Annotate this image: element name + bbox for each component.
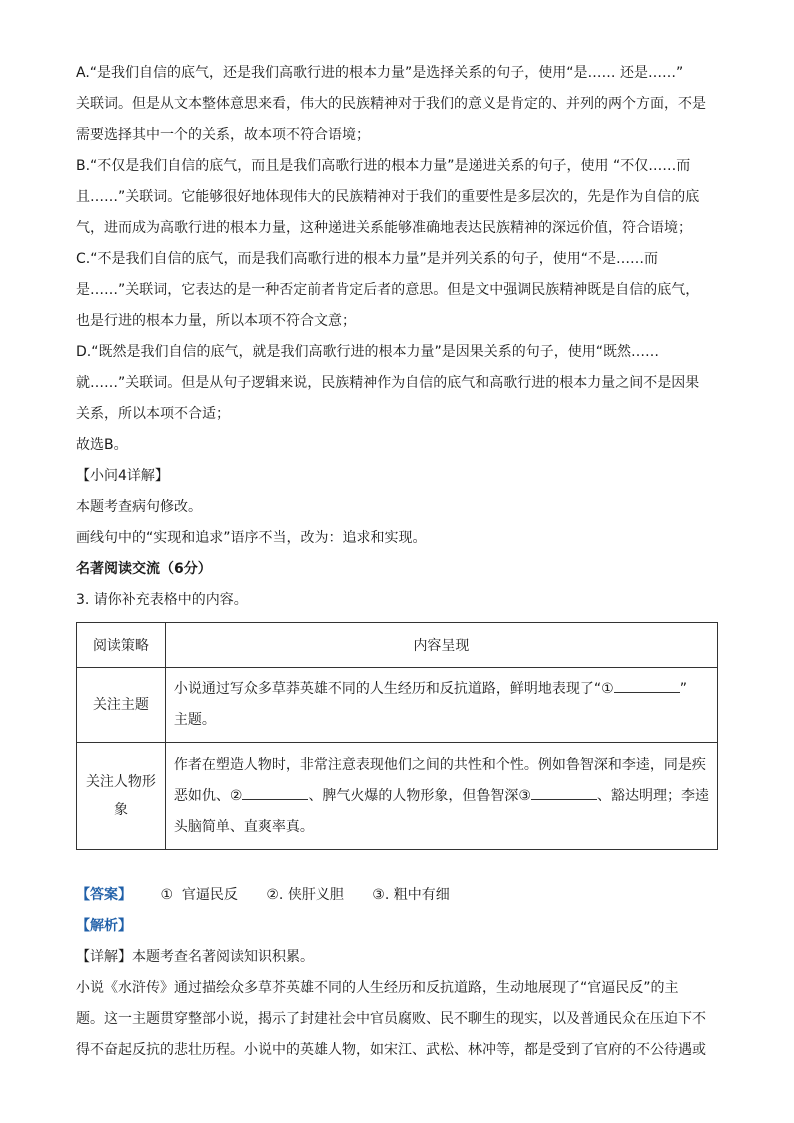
reading-table <box>76 622 718 850</box>
explanation <box>76 942 718 1066</box>
table-header-content: 内容呈现 <box>165 623 717 668</box>
answer-label: 【答案】 <box>76 887 132 903</box>
document-content <box>76 58 718 1066</box>
text-line: 关联词。但是从文本整体意思来看，伟大的民族精神对于我们的意义是肯定的、并列的两个方面，不是 <box>76 96 706 112</box>
answer-item: ① 官逼民反 <box>160 887 238 903</box>
text-line: 故选B。 <box>76 437 128 453</box>
table-row <box>77 668 718 743</box>
text-line: 且……”关联词。它能够很好地体现伟大的民族精神对于我们的重要性是多层次的，先是作为自信的底 <box>76 189 700 205</box>
detail-line: 小说通过写众多草莽英雄不同的人生经历和反抗道路，鲜明地表现了“① ” <box>174 674 709 705</box>
table-cell-detail <box>165 668 717 743</box>
question-prompt: 3. 请你补充表格中的内容。 <box>76 592 248 608</box>
table-row <box>77 743 718 850</box>
answer-item: ③. 粗中有细 <box>372 887 450 903</box>
text-line: 题。这一主题贯穿整部小说，揭示了封建社会中官员腐败、民不聊生的现实，以及普通民众在压迫下不 <box>76 1011 706 1027</box>
text-line: B.“不仅是我们自信的底气，而且是我们高歌行进的根本力量”是递进关系的句子，使用 “不仅……而 <box>76 158 691 174</box>
section-title: 名著阅读交流（6分） <box>76 561 212 577</box>
text-line: 关系，所以本项不合适； <box>76 406 230 422</box>
analysis-label: 【解析】 <box>76 918 132 934</box>
text-line: 也是行进的根本力量，所以本项不符合文意； <box>76 313 356 329</box>
answer-blank-3[interactable] <box>531 785 597 800</box>
text-line: 画线句中的“实现和追求”语序不当，改为：追求和实现。 <box>76 530 427 546</box>
strategy-label: 关注人物形 <box>85 774 156 790</box>
text-line: C.“不是我们自信的底气，而是我们高歌行进的根本力量”是并列关系的句子，使用“不是……而 <box>76 251 658 267</box>
text-line: 本题考查病句修改。 <box>76 499 202 515</box>
detail-line: 头脑简单、直爽率真。 <box>173 818 314 835</box>
table-cell-detail <box>165 743 717 850</box>
text-line: 【详解】本题考查名著阅读知识积累。 <box>76 949 314 965</box>
text-line: 小说《水浒传》通过描绘众多草芥英雄不同的人生经历和反抗道路，生动地展现了“官逼民反”的主 <box>76 980 679 996</box>
detail-line: 作者在塑造人物时，非常注意表现他们之间的共性和个性。例如鲁智深和李逵，同是疾 <box>173 756 706 773</box>
text-line: D.“既然是我们自信的底气，就是我们高歌行进的根本力量”是因果关系的句子，使用“既然…… <box>76 344 659 360</box>
answer-blank-2[interactable] <box>242 785 308 800</box>
table-header-strategy: 阅读策略 <box>77 623 166 668</box>
q4-heading: 【小问4详解】 <box>76 468 169 484</box>
text-line: 得不奋起反抗的悲壮历程。小说中的英雄人物，如宋江、武松、林冲等，都是受到了官府的不公待遇或 <box>76 1042 706 1058</box>
text-line: 是……”关联词，它表达的是一种否定前者肯定后者的意思。但是文中强调民族精神既是自信的底气， <box>76 282 700 298</box>
table-cell-strategy <box>77 743 166 850</box>
text-line: 气，进而成为高歌行进的根本力量，这种递进关系能够准确地表达民族精神的深远价值，符合语境； <box>76 220 692 236</box>
option-analysis <box>76 58 718 461</box>
q4-detail <box>76 461 718 554</box>
table-cell-strategy <box>77 668 166 743</box>
strategy-label: 象 <box>113 802 128 818</box>
strategy-label: 关注主题 <box>92 697 149 713</box>
answer-blank-1[interactable] <box>614 678 680 693</box>
text-line: 需要选择其中一个的关系，故本项不符合语境； <box>76 127 370 143</box>
answer-item: ②. 侠肝义胆 <box>266 887 344 903</box>
answer-row <box>76 880 718 911</box>
text-line: A.“是我们自信的底气，还是我们高歌行进的根本力量”是选择关系的句子，使用“是…… 还是……” <box>76 65 684 81</box>
text-line: 就……”关联词。但是从句子逻辑来说，民族精神作为自信的底气和高歌行进的根本力量之间不是因果 <box>76 375 700 391</box>
detail-line: 主题。 <box>173 712 216 728</box>
detail-line: 恶如仇、② 、脾气火爆的人物形象，但鲁智深③ 、豁达明理；李逵 <box>174 781 709 812</box>
table-header-row <box>77 623 718 668</box>
